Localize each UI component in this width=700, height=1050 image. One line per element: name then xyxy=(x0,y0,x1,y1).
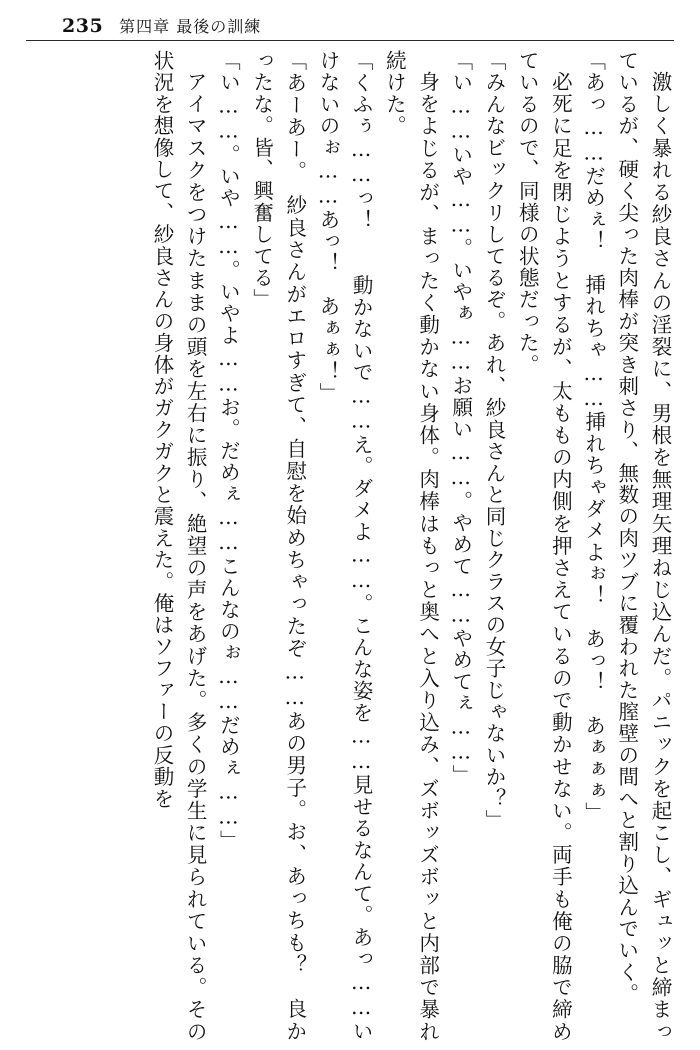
paragraph: 「あーあー。 紗良さんがエロすぎて、自慰を始めちゃったぞ……あの男子。お、あっちも？ 良かったな。皆、興奮してる」 xyxy=(249,50,307,1042)
paragraph: 「あっ……だめぇ！ 挿れちゃ……挿れちゃダメよぉ！ あっ！ あぁぁぁ」 xyxy=(581,50,606,824)
chapter-title: 第四章 最後の訓練 xyxy=(119,17,262,36)
paragraph: 「くふぅ……っ！ 動かないで……え。ダメよ……。こんな姿を……見せるなんて。あっ……いけないのぉ……あっ！ あぁぁ！」 xyxy=(315,50,374,1042)
paragraph: 「い……。いや……。いやよ……お。だめぇ……こんなのぉ……だめぇ……」 xyxy=(216,50,241,852)
running-head xyxy=(62,14,261,37)
paragraph: アイマスクをつけたままの頭を左右に振り、絶望の声をあげた。多くの学生に見られている。その状況を想像して、紗良さんの身体がガクガクと震えた。俺はソファーの反動を xyxy=(149,50,208,1042)
page-number: 235 xyxy=(62,15,104,37)
paragraph: 身をよじるが、まったく動かない身体。肉棒はもっと奥へと入り込み、ズボッズボッと内部で暴れ続けた。 xyxy=(382,50,440,1042)
paragraph: 「い……いや……。いやぁ……お願い……。やめて……やめてぇ……」 xyxy=(448,50,473,787)
paragraph: 激しく暴れる紗良さんの淫裂に、男根を無理矢理ねじ込んだ。パニックを起こし、ギュッと締まっているが、硬く尖った肉棒が突き刺さり、無数の肉ツブに覆われた膣壁の間へと割り込んでいく。 xyxy=(614,50,672,1042)
paragraph: 必死に足を閉じようとするが、太ももの内側を押さえているので動かせない。両手も俺の脇で締めているので、同様の状態だった。 xyxy=(515,50,573,1042)
page-body xyxy=(24,50,676,1042)
paragraph: 「みんなビックリしてるぞ。あれ、紗良さんと同じクラスの女子じゃないか？」 xyxy=(481,50,506,832)
header-divider xyxy=(26,40,674,41)
